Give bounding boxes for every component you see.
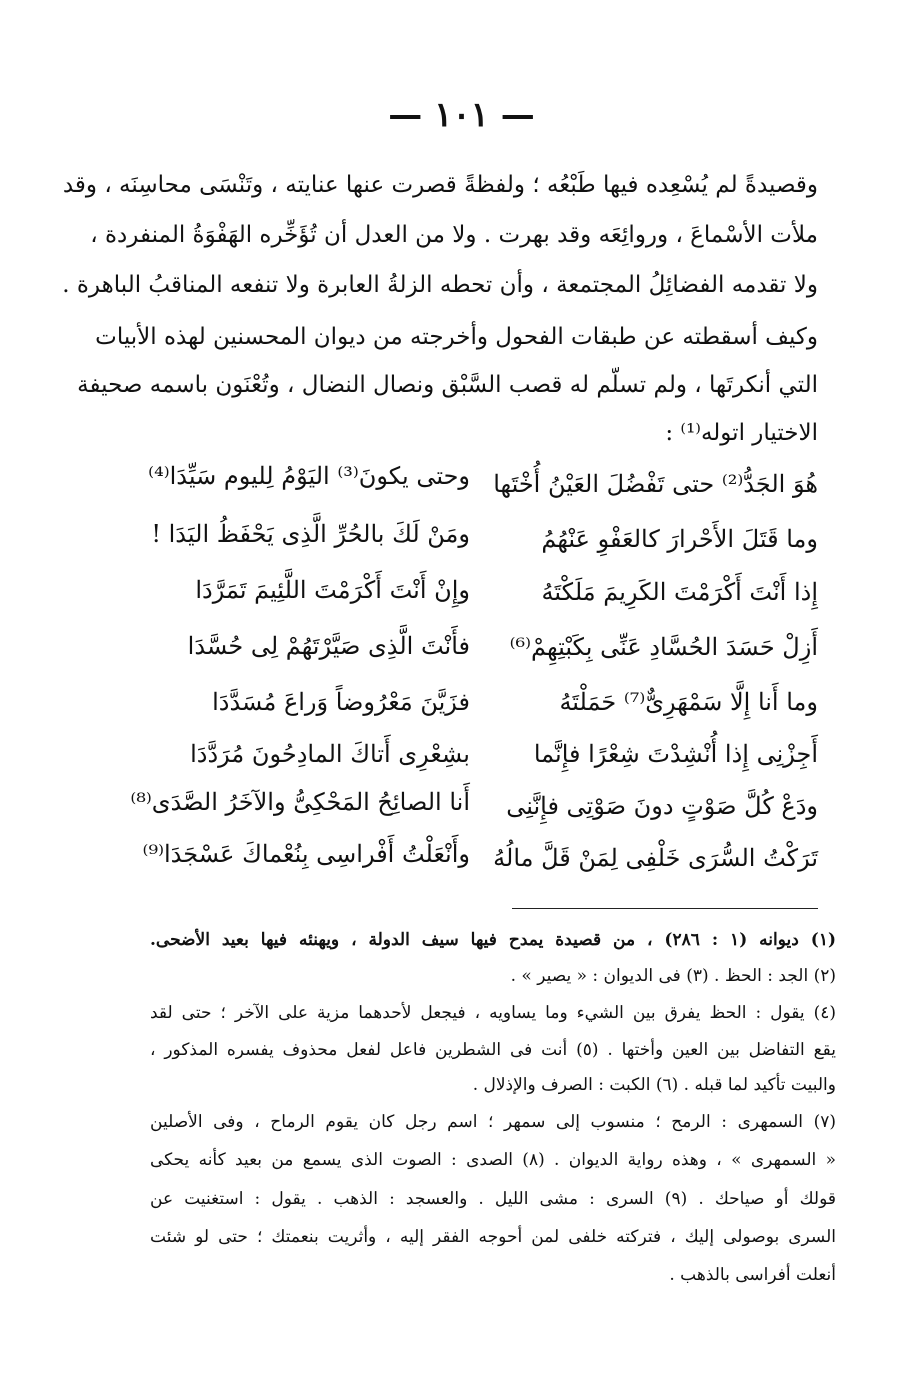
footnote-line: « السمهرى » ، وهذه رواية الديوان . (٨) الصدى : الصوت الذى يسمع من بعيد كأنه يحكى — [150, 1150, 837, 1170]
verse-second-hemistich: وحتى يكونَ⁽³⁾ اليَوْمُ لِليوم سَيِّدَا⁽⁴⁾ — [148, 462, 470, 490]
verse-first-hemistich: وما قَتَلَ الأَحْرارَ كالعَفْوِ عَنْهُمُ — [541, 525, 818, 553]
prose-line: التي أنكرتَها ، ولم تسلّم له قصب السَّبْق ونصال النضال ، وتُعْنَون باسمه صحيفة — [77, 372, 818, 398]
prose-line: وكيف أسقطته عن طبقات الفحول وأخرجته من ديوان المحسنين لهذه الأبيات — [95, 324, 818, 350]
verse-first-hemistich: إِذا أَنْتَ أَكْرَمْتَ الكَرِيمَ مَلَكْتَهُ — [541, 578, 818, 606]
verse-second-hemistich: بشِعْرِى أَتاكَ المادِحُونَ مُرَدَّدَا — [190, 740, 470, 768]
verse-first-hemistich: أَجِزْنِى إِذا أُنْشِدْتَ شِعْرًا فإِنَّما — [533, 740, 818, 768]
footnote-line: السرى بوصولى إليك ، فتركته خلفى لمن أحوجه الفقر إليه ، وأثريت بنعمتك ؛ حتى لو شئت — [150, 1227, 836, 1247]
footnote-line: أنعلت أفراسى بالذهب . — [669, 1265, 836, 1285]
verse-first-hemistich: ودَعْ كُلَّ صَوْتٍ دونَ صَوْتِى فإِنَّنِى — [506, 792, 818, 820]
footnote-line: قولك أو صياحك . (٩) السرى : مشى الليل . والعسجد : الذهب . يقول : استغنيت عن — [150, 1189, 836, 1209]
verse-first-hemistich: تَرَكْتُ السُّرَى خَلْفِى لِمَنْ قَلَّ مالُهُ — [493, 844, 818, 872]
prose-line: وقصيدةً لم يُسْعِده فيها طَبْعُه ؛ ولفظةً قصرت عنها عنايته ، وتَنْسَى محاسِنَه ، وقد — [62, 172, 818, 198]
prose-line: ولا تقدمه الفضائِلُ المجتمعة ، وأن تحطه الزلةُ العابرة ولا تنفعه المناقبُ الباهرة . — [62, 272, 818, 298]
verse-second-hemistich: أَنا الصائِحُ المَحْكِىُّ والآخَرُ الصَّدَى⁽⁸⁾ — [130, 788, 470, 816]
verse-second-hemistich: ومَنْ لَكَ بالحُرِّ الَّذِى يَحْفَظُ اليَدَا ! — [151, 520, 470, 548]
footnote-line: (١) ديوانه (١ : ٢٨٦) ، من قصيدة يمدح فيها سيف الدولة ، ويهنئه فيها بعيد الأضحى. — [150, 930, 836, 950]
verse-second-hemistich: فأَنْتَ الَّذِى صَيَّرْتَهُمْ لِى حُسَّدَا — [187, 632, 470, 660]
footnote-line: (٤) يقول : الحظ يفرق بين الشيء وما يساويه ، فيجعل لأحدهما مزية على الآخر ؛ حتى لقد — [150, 1003, 836, 1023]
footnote-line: يقع التفاضل بين العين وأختها . (٥) أنت فى الشطرين فاعل لفعل محذوف يفسره المذكور ، — [150, 1040, 836, 1060]
prose-line: الاختيار اتوله⁽¹⁾ : — [665, 420, 818, 446]
verse-second-hemistich: وإِنْ أَنْتَ أَكْرَمْتَ اللَّئِيمَ تَمَرَّدَا — [195, 576, 470, 604]
verse-second-hemistich: وأَنْعَلْتُ أَفْراسِى بِنُعْماكَ عَسْجَدَا⁽⁹⁾ — [142, 840, 470, 868]
verse-first-hemistich: هُوَ الجَدُّ⁽²⁾ حتى تَفْضُلَ العَيْنُ أُخْتَها — [493, 470, 818, 498]
page-number: — ١٠١ — — [388, 95, 535, 135]
footnote-line: (٢) الجد : الحظ . (٣) فى الديوان : « يصير » . — [510, 966, 836, 986]
footnote-line: والبيت تأكيد لما قبله . (٦) الكبت : الصرف والإذلال . — [472, 1075, 836, 1095]
verse-first-hemistich: وما أَنا إِلَّا سَمْهَرِىٌّ⁽⁷⁾ حَمَلْتَهُ — [559, 688, 818, 716]
verse-second-hemistich: فزَيَّنَ مَعْرُوضاً وَراعَ مُسَدَّدَا — [212, 688, 470, 716]
footnote-separator — [512, 908, 818, 909]
prose-line: ملأت الأسْماعَ ، وروائِعَه وقد بهرت . ولا من العدل أن تُؤَخِّره الهَفْوَةُ المنفردة ، — [90, 222, 818, 248]
verse-first-hemistich: أَزِلْ حَسَدَ الحُسَّادِ عَنِّى بِكَبْتِهِمْ⁽⁶⁾ — [509, 633, 818, 661]
footnote-line: (٧) السمهرى : الرمح ؛ منسوب إلى سمهر ؛ اسم رجل كان يقوم الرماح ، وفى الأصلين — [150, 1112, 836, 1132]
